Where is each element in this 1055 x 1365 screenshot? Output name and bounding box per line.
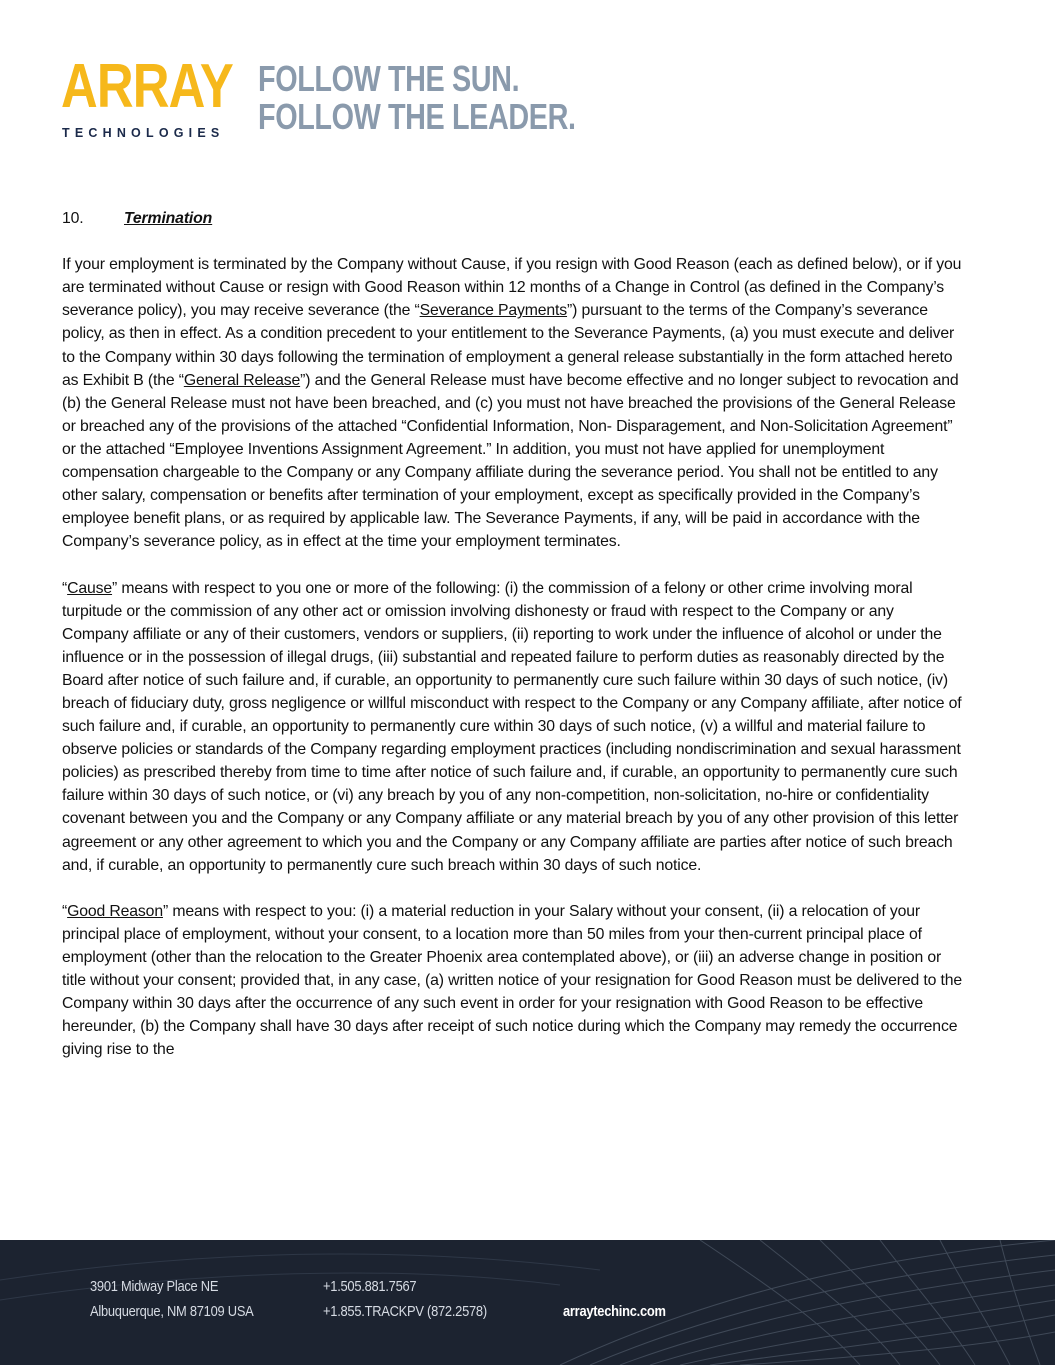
text-run: ” means with respect to you one or more of the following: (i) the commission of a felony or other crime involving moral turpitude or the commission of any other act or omission involving dishonesty or fraud with respect to the Company or any Company affiliate or any of their customers, vendors or suppliers, (ii) reporting to work under the influence of alcohol or under the influence or in the possession of illegal drugs, (iii) substantial and repeated failure to perform duties as reasonably directed by the Board after notice of such failure and, if curable, an opportunity to permanently cure such failure within 30 days of such notice, (iv) breach of fiduciary duty, gross negligence or willful misconduct with respect to the Company or any Company affiliate, after notice of such failure and, if curable, an opportunity to permanently cure within 30 days of such notice, (v) a willful and material failure to observe policies or standards of the Company regarding employment practices (including nondiscrimination and sexual harassment policies) as prescribed thereby from time to time after notice of such failure and, if curable, an opportunity to permanently cure such failure within 30 days of such notice, or (vi) any breach by you of any non-competition, non-solicitation, no-hire or confidentiality covenant between you and the Company or any Company affiliate or any material breach by you of any other provision of this letter agreement or any other agreement to which you and the Company or any Company affiliate are parties after notice of such breach and, if curable, an opportunity to permanently cure such breach within 30 days of such notice. — [62, 579, 962, 874]
text-run: If your employment is terminated by the Company without Cause, if you resign with Good Reason (each as defined below), or if you are terminated without Cause or resign with Good Reason within 12 months of a Change in Control (as defined in the Company’s severance policy), you may receive severance (the “ — [62, 256, 962, 320]
section-number: 10. — [62, 210, 84, 227]
open-quote: “ — [62, 902, 68, 920]
footer-website[interactable]: arraytechinc.com — [563, 1303, 666, 1320]
footer-address-line-2: Albuquerque, NM 87109 USA — [90, 1303, 254, 1320]
footer-phone-2: +1.855.TRACKPV (872.2578) — [323, 1303, 487, 1320]
tagline-line-1: FOLLOW THE SUN. — [258, 58, 520, 99]
severance-paragraph — [62, 253, 962, 553]
tagline — [258, 60, 576, 136]
good-reason-definition-paragraph — [62, 900, 962, 1062]
footer-phone-1: +1.505.881.7567 — [323, 1278, 417, 1295]
company-logo: ARRAY — [61, 52, 234, 121]
defined-term-good-reason: Good Reason — [67, 902, 163, 920]
text-run: ”) pursuant to the terms of the Company’s severance policy, as then in effect. As a condition precedent to your entitlement to the Severance Payments, (a) you must execute and deliver to the Company within 30 days following the termination of employment a general release substantially in the form attached hereto as Exhibit B (the “ — [62, 302, 955, 389]
defined-term-general-release: General Release — [183, 371, 301, 389]
letterhead — [61, 52, 621, 150]
letter-body — [62, 207, 962, 1085]
letterhead-footer — [0, 1240, 1055, 1365]
defined-term-cause: Cause — [67, 579, 113, 597]
section-heading — [62, 207, 962, 230]
text-run: ”) and the General Release must have become effective and no longer subject to revocation and (b) the General Release must not have been breached, and (c) you must not have breached the provisions of the General Release or breached any of the provisions of the attached “Confidential Information, Non- Disparagement, and Non-Solicitation Agreement” or the attached “Employee Inventions Assignment Agreement.” In addition, you must not have applied for unemployment compensation chargeable to the Company or any Company affiliate during the severance period. You shall not be entitled to any other salary, compensation or benefits after termination of your employment, except as specifically provided in the Company’s employee benefit plans, or as required by applicable law. The Severance Payments, if any, will be paid in accordance with the Company’s severance policy, as in effect at the time your employment terminates. — [62, 371, 959, 551]
open-quote: “ — [62, 579, 68, 597]
text-run: ” means with respect to you: (i) a material reduction in your Salary without your consent, (ii) a relocation of your principal place of employment, without your consent, to a location more than 50 miles from your then-current principal place of employment (other than the relocation to the Greater Phoenix area contemplated above), or (iii) an adverse change in position or title without your consent; provided that, in any case, (a) written notice of your resignation for Good Reason must be delivered to the Company within 30 days after the occurrence of any such event in order for your resignation with Good Reason to be effective hereunder, (b) the Company shall have 30 days after receipt of such notice during which the Company may remedy the occurrence giving rise to the — [62, 902, 962, 1059]
company-logo-subtitle: TECHNOLOGIES — [62, 126, 225, 140]
defined-term-severance-payments: Severance Payments — [419, 302, 568, 320]
footer-address-line-1: 3901 Midway Place NE — [90, 1278, 219, 1295]
cause-definition-paragraph — [62, 577, 962, 877]
tagline-line-2: FOLLOW THE LEADER. — [258, 96, 576, 137]
section-title: Termination — [124, 210, 213, 227]
